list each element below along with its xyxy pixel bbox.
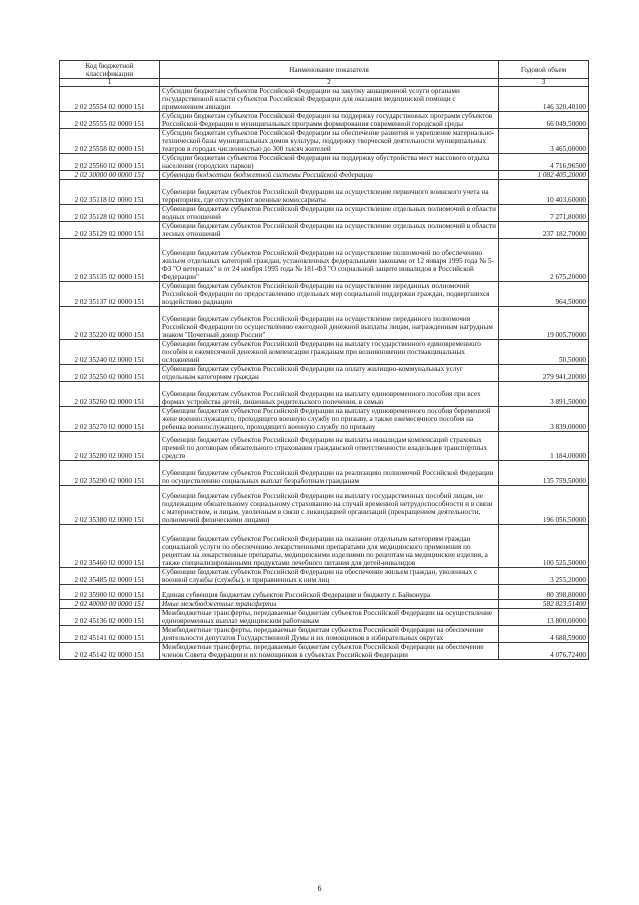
indicator-name-cell: Субвенции бюджетам субъектов Российской Федерации на выплату единовременного пособия при всех формах устройства детей, лишенных родительского попечения, в семью <box>160 382 499 407</box>
table-row <box>60 486 589 525</box>
header-value: Годовой объем <box>499 61 589 79</box>
indicator-name-cell: Субвенции бюджетам субъектов Российской Федерации на оказание отдельным категориям граждан социальной услуги по обеспечению лекарственными препаратами для медицинского применения по рецептам на лекарственные препараты, медицинскими изделиями по рецептам на медицинские изделия, а также специализированными продуктами лечебного питания для детей-инвалидов <box>160 525 499 568</box>
table-row <box>60 600 589 609</box>
column-numbers-row <box>60 79 589 87</box>
budget-code-cell: 2 02 45136 02 0000 151 <box>60 609 160 626</box>
table-body <box>60 87 589 660</box>
table-header <box>60 61 589 79</box>
budget-table <box>59 60 589 660</box>
indicator-name-cell: Единая субвенция бюджетам субъектов Российской Федерации и бюджету г. Байконура <box>160 585 499 600</box>
indicator-name-cell: Субвенции бюджетам субъектов Российской Федерации на оплату жилищно-коммунальных услуг отдельным категориям граждан <box>160 365 499 382</box>
indicator-name-cell: Субвенции бюджетам субъектов Российской Федерации на выплату единовременного пособия беременной жене военнослужащего, проходящего военную службу по призыву, а также ежемесячного пособия на ребенка военнослужащего, проходящего военную службу по призыву <box>160 407 499 432</box>
indicator-name-cell: Субвенции бюджетам субъектов Российской Федерации на осуществление переданного полномочия Российской Федерации по осуществлению ежегодной денежной выплаты лицам, награжденным нагрудным знаком "Почетный донор России" <box>160 307 499 340</box>
table-row <box>60 568 589 585</box>
table-row <box>60 340 589 365</box>
table-row <box>60 585 589 600</box>
indicator-name-cell: Субсидии бюджетам субъектов Российской Федерации на обеспечение развития и укрепление материально-технической базы муниципальных домов культуры, поддержку творческой деятельности муниципальных театров в городах численностью до 300 тысяч жителей <box>160 129 499 154</box>
budget-code-cell: 2 02 35220 02 0000 151 <box>60 307 160 340</box>
indicator-name-cell: Субсидии бюджетам субъектов Российской Федерации на поддержку обустройства мест массового отдыха населения (городских парков) <box>160 154 499 171</box>
table-row <box>60 525 589 568</box>
page-number: 6 <box>317 884 322 893</box>
budget-code-cell: 2 02 25555 02 0000 151 <box>60 112 160 129</box>
annual-volume-cell: 4 716,96500 <box>499 154 589 171</box>
table-row <box>60 643 589 660</box>
indicator-name-cell: Субвенции бюджетам субъектов Российской Федерации на осуществление полномочий по обеспечению жильем отдельных категорий граждан, установленных федеральными законами от 12 января 1995 года № 5-ФЗ "О ветеранах" и от 24 ноября 1995 года № 181-ФЗ "О социальной защите инвалидов в Российской Федерации" <box>160 239 499 282</box>
annual-volume-cell: 13 800,00000 <box>499 609 589 626</box>
indicator-name-cell: Субсидии бюджетам субъектов Российской Федерации на поддержку государственных программ субъектов Российской Федерации и муниципальных программ формирования современной городской среды <box>160 112 499 129</box>
annual-volume-cell: 10 403,60000 <box>499 180 589 205</box>
annual-volume-cell: 4 688,59000 <box>499 626 589 643</box>
table-row <box>60 239 589 282</box>
annual-volume-cell: 196 056,50000 <box>499 486 589 525</box>
indicator-name-cell: Субвенции бюджетам бюджетной системы Российской Федерации <box>160 171 499 180</box>
indicator-name-cell: Межбюджетные трансферты, передаваемые бюджетам субъектов Российской Федерации на осуществление единовременных выплат медицинским работникам <box>160 609 499 626</box>
budget-code-cell: 2 02 35460 02 0000 151 <box>60 525 160 568</box>
budget-code-cell: 2 02 35129 02 0000 151 <box>60 222 160 239</box>
budget-code-cell: 2 02 35250 02 0000 151 <box>60 365 160 382</box>
budget-code-cell: 2 02 35118 02 0000 151 <box>60 180 160 205</box>
annual-volume-cell: 80 398,80000 <box>499 585 589 600</box>
budget-code-cell: 2 02 35260 02 0000 151 <box>60 382 160 407</box>
indicator-name-cell: Субвенции бюджетам субъектов Российской Федерации на выплаты инвалидам компенсаций страховых премий по договорам обязательного страхования гражданской ответственности владельцев транспортных средств <box>160 432 499 461</box>
indicator-name-cell: Субвенции бюджетам субъектов Российской Федерации на реализацию полномочий Российской Федерации по осуществлению социальных выплат безработным гражданам <box>160 461 499 486</box>
header-code: Код бюджетной классификации <box>60 61 160 79</box>
table-row <box>60 129 589 154</box>
annual-volume-cell: 7 271,80000 <box>499 205 589 222</box>
annual-volume-cell: 19 005,70000 <box>499 307 589 340</box>
annual-volume-cell: 964,50000 <box>499 282 589 307</box>
table-row <box>60 432 589 461</box>
budget-code-cell: 2 02 30000 00 0000 151 <box>60 171 160 180</box>
annual-volume-cell: 135 759,50000 <box>499 461 589 486</box>
annual-volume-cell: 582 823,51400 <box>499 600 589 609</box>
header-name: Наименование показателя <box>160 61 499 79</box>
table-row <box>60 171 589 180</box>
indicator-name-cell: Субвенции бюджетам субъектов Российской Федерации на осуществление отдельных полномочий в области водных отношений <box>160 205 499 222</box>
column-number-2: 2 <box>160 79 499 87</box>
budget-code-cell: 2 02 45141 02 0000 151 <box>60 626 160 643</box>
table-row <box>60 609 589 626</box>
indicator-name-cell: Межбюджетные трансферты, передаваемые бюджетам субъектов Российской Федерации на обеспечение членов Совета Федерации и их помощников в субъектах Российской Федерации <box>160 643 499 660</box>
budget-code-cell: 2 02 35485 02 0000 151 <box>60 568 160 585</box>
table-row <box>60 154 589 171</box>
annual-volume-cell: 3 465,00000 <box>499 129 589 154</box>
budget-code-cell: 2 02 25560 02 0000 151 <box>60 154 160 171</box>
column-number-3: 3 <box>499 79 589 87</box>
budget-code-cell: 2 02 25558 02 0000 151 <box>60 129 160 154</box>
table-row <box>60 112 589 129</box>
table-row <box>60 222 589 239</box>
budget-code-cell: 2 02 35128 02 0000 151 <box>60 205 160 222</box>
budget-code-cell: 2 02 35270 02 0000 151 <box>60 407 160 432</box>
annual-volume-cell: 237 182,70000 <box>499 222 589 239</box>
table-row <box>60 407 589 432</box>
budget-code-cell: 2 02 35240 02 0000 151 <box>60 340 160 365</box>
annual-volume-cell: 66 049,50000 <box>499 112 589 129</box>
table-row <box>60 382 589 407</box>
indicator-name-cell: Субвенции бюджетам субъектов Российской Федерации на осуществление первичного воинского учета на территориях, где отсутствуют военные комиссариаты <box>160 180 499 205</box>
table-row <box>60 626 589 643</box>
budget-code-cell: 2 02 45142 02 0000 151 <box>60 643 160 660</box>
column-number-1: 1 <box>60 79 160 87</box>
annual-volume-cell: 146 320,40100 <box>499 87 589 112</box>
table-row <box>60 307 589 340</box>
budget-code-cell: 2 02 35380 02 0000 151 <box>60 486 160 525</box>
annual-volume-cell: 3 839,00000 <box>499 407 589 432</box>
annual-volume-cell: 50,50000 <box>499 340 589 365</box>
indicator-name-cell: Межбюджетные трансферты, передаваемые бюджетам субъектов Российской Федерации на обеспечение деятельности депутатов Государственной Думы и их помощников в избирательных округах <box>160 626 499 643</box>
table-row <box>60 180 589 205</box>
indicator-name-cell: Субвенции бюджетам субъектов Российской Федерации на обеспечение жильем граждан, уволенных с военной службы (службы), и приравненных к ним лиц <box>160 568 499 585</box>
indicator-name-cell: Субвенции бюджетам субъектов Российской Федерации на осуществление отдельных полномочий в области лесных отношений <box>160 222 499 239</box>
annual-volume-cell: 1 082 405,20000 <box>499 171 589 180</box>
budget-code-cell: 2 02 40000 00 0000 151 <box>60 600 160 609</box>
table-row <box>60 205 589 222</box>
annual-volume-cell: 279 941,20000 <box>499 365 589 382</box>
indicator-name-cell: Иные межбюджетные трансферты <box>160 600 499 609</box>
annual-volume-cell: 1 184,00000 <box>499 432 589 461</box>
indicator-name-cell: Субвенции бюджетам субъектов Российской Федерации на выплату государственного единовременного пособия и ежемесячной денежной компенсации гражданам при возникновении поствакцинальных осложнений <box>160 340 499 365</box>
table-row <box>60 282 589 307</box>
annual-volume-cell: 3 891,50000 <box>499 382 589 407</box>
budget-code-cell: 2 02 25554 02 0000 151 <box>60 87 160 112</box>
annual-volume-cell: 4 076,72400 <box>499 643 589 660</box>
table-row <box>60 365 589 382</box>
indicator-name-cell: Субсидии бюджетам субъектов Российской Федерации на закупку авиационной услуги органами государственной власти субъектов Российской Федерации для оказания медицинской помощи с применением авиации <box>160 87 499 112</box>
annual-volume-cell: 100 525,50000 <box>499 525 589 568</box>
table-row <box>60 87 589 112</box>
indicator-name-cell: Субвенции бюджетам субъектов Российской Федерации на осуществление переданных полномочий Российской Федерации по предоставлению отдельных мер социальной поддержки граждан, подвергшихся воздействию радиации <box>160 282 499 307</box>
annual-volume-cell: 2 675,20000 <box>499 239 589 282</box>
budget-code-cell: 2 02 35135 02 0000 151 <box>60 239 160 282</box>
indicator-name-cell: Субвенции бюджетам субъектов Российской Федерации на выплату государственных пособий лицам, не подлежащим обязательному социальному страхованию на случай временной нетрудоспособности и в связи с материнством, и лицам, уволенным в связи с ликвидацией организаций (прекращением деятельности, полномочий физическими лицами) <box>160 486 499 525</box>
budget-code-cell: 2 02 35280 02 0000 151 <box>60 432 160 461</box>
budget-code-cell: 2 02 35137 02 0000 151 <box>60 282 160 307</box>
budget-code-cell: 2 02 35900 02 0000 151 <box>60 585 160 600</box>
table-row <box>60 461 589 486</box>
budget-code-cell: 2 02 35290 02 0000 151 <box>60 461 160 486</box>
annual-volume-cell: 3 255,20000 <box>499 568 589 585</box>
